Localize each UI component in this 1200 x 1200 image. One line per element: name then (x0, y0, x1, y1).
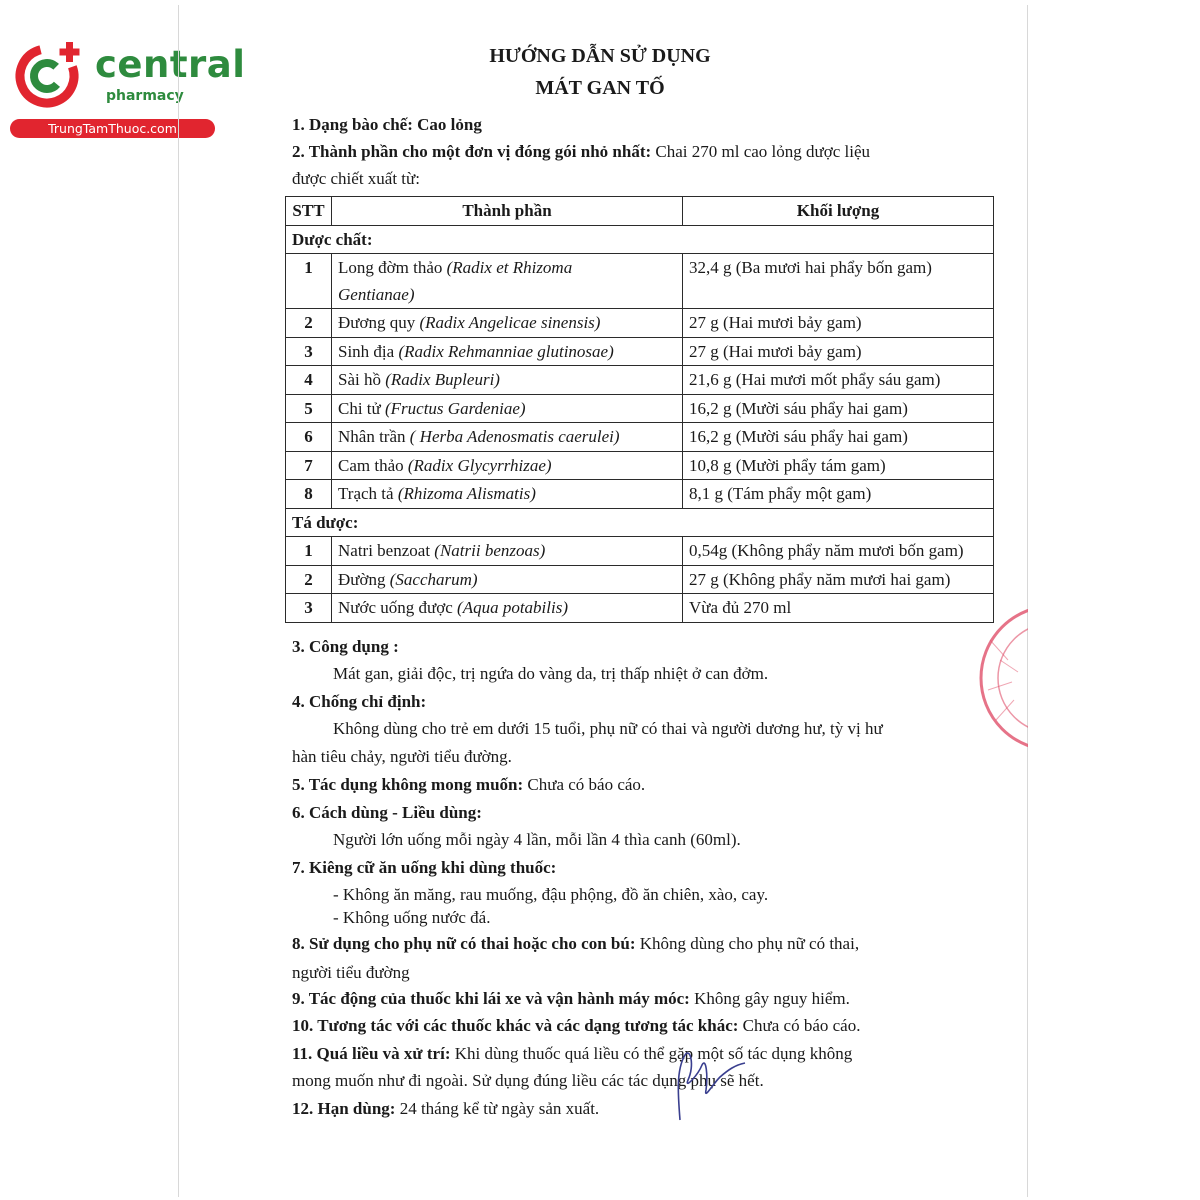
section-2-text-cont: được chiết xuất từ: (292, 169, 420, 188)
ingredient-name: Đương quy (338, 313, 420, 332)
ingredient-latin: (Radix Angelicae sinensis) (419, 313, 601, 332)
amount-cell: 10,8 g (Mười phẩy tám gam) (683, 451, 994, 480)
section-2-text: Chai 270 ml cao lỏng dược liệu (651, 142, 871, 161)
section-9-label: 9. Tác động của thuốc khi lái xe và vận hành máy móc: (292, 989, 690, 1008)
row-number: 6 (286, 423, 332, 452)
section-7-item-1: - Không ăn măng, rau muống, đậu phộng, đồ ăn chiên, xào, cay. (333, 885, 769, 904)
section-10-label: 10. Tương tác với các thuốc khác và các dạng tương tác khác: (292, 1016, 739, 1035)
table-row (286, 451, 994, 480)
table-row (286, 565, 994, 594)
row-number: 2 (286, 309, 332, 338)
ingredient-name: Nhân trần (338, 427, 410, 446)
section-12-text: 24 tháng kể từ ngày sản xuất. (395, 1099, 600, 1118)
table-row (286, 537, 994, 566)
amount-cell: 27 g (Hai mươi bảy gam) (683, 309, 994, 338)
section-10-interactions (292, 1016, 860, 1036)
section-11-overdose (292, 1044, 852, 1064)
ingredient-latin: (Radix Bupleuri) (385, 370, 500, 389)
ingredient-name: Sài hồ (338, 370, 386, 389)
logo-sub-text: pharmacy (106, 88, 184, 104)
ingredient-name: Chi tử (338, 398, 385, 418)
ingredient-cell (332, 480, 683, 509)
ingredient-latin: (Aqua potabilis) (457, 598, 568, 617)
ingredient-cell (332, 366, 683, 395)
section-6-label: 6. Cách dùng - Liều dùng: (292, 803, 482, 822)
row-number: 5 (286, 394, 332, 423)
ingredient-latin: (Rhizoma Alismatis) (397, 484, 536, 503)
section-6-text: Người lớn uống mỗi ngày 4 lần, mỗi lần 4 thìa canh (60ml). (333, 830, 741, 849)
section-11-text: Khi dùng thuốc quá liều có thể gặp một số tác dụng không (450, 1044, 853, 1063)
ingredient-name: Cam thảo (338, 455, 408, 475)
row-number: 1 (286, 537, 332, 566)
amount-cell: 27 g (Hai mươi bảy gam) (683, 337, 994, 366)
amount-cell: 32,4 g (Ba mươi hai phẩy bốn gam) (683, 254, 994, 309)
ingredient-latin-cont: Gentianae) (338, 285, 415, 304)
ingredient-cell (332, 423, 683, 452)
logo-brand-text: central (95, 43, 246, 86)
row-number: 8 (286, 480, 332, 509)
table-row (286, 394, 994, 423)
section-7-item-2: - Không uống nước đá. (333, 908, 491, 927)
section-5-side-effects (292, 775, 645, 795)
ingredient-latin: (Radix Glycyrrhizae) (407, 455, 552, 475)
ingredient-cell (332, 451, 683, 480)
header-stt: STT (286, 197, 332, 226)
ingredients-table (285, 196, 994, 623)
section-11-text-cont: mong muốn như đi ngoài. Sử dụng đúng liều các tác dụng phụ sẽ hết. (292, 1071, 764, 1090)
ingredient-cell (332, 394, 683, 423)
ingredient-cell (332, 309, 683, 338)
row-number: 1 (286, 254, 332, 309)
table-row (286, 337, 994, 366)
ingredient-name: Sinh địa (338, 341, 399, 361)
ingredient-latin: (Radix Rehmanniae glutinosae) (398, 341, 614, 361)
row-number: 3 (286, 337, 332, 366)
section-10-text: Chưa có báo cáo. (738, 1016, 861, 1035)
section-4-text: Không dùng cho trẻ em dưới 15 tuổi, phụ nữ có thai và người dương hư, tỳ vị hư (333, 719, 883, 738)
section-8-label: 8. Sử dụng cho phụ nữ có thai hoặc cho con bú: (292, 934, 636, 953)
logo-site-url[interactable]: TrungTamThuoc.com (10, 119, 215, 138)
row-number: 7 (286, 451, 332, 480)
section-7-label: 7. Kiêng cữ ăn uống khi dùng thuốc: (292, 858, 557, 877)
row-number: 2 (286, 565, 332, 594)
section-11-label: 11. Quá liều và xử trí: (292, 1044, 451, 1063)
section-3-label: 3. Công dụng : (292, 637, 399, 656)
ingredient-name: Trạch tả (338, 484, 398, 503)
section-2-label: 2. Thành phần cho một đơn vị đóng gói nhỏ nhất: (292, 142, 652, 161)
section-3-text: Mát gan, giải độc, trị ngứa do vàng da, trị thấp nhiệt ở can đởm. (333, 664, 769, 683)
ingredient-latin: (Saccharum) (389, 569, 478, 589)
section-active-label: Dược chất: (286, 225, 994, 254)
section-12-shelf-life (292, 1099, 599, 1119)
section-8-pregnancy (292, 934, 859, 954)
header-ingredient: Thành phần (332, 197, 683, 226)
section-1-dosage-form: 1. Dạng bào chế: Cao lỏng (292, 115, 482, 134)
ingredient-name: Natri benzoat (338, 541, 435, 560)
ingredient-cell (332, 254, 683, 309)
section-excipients-label: Tá dược: (286, 508, 994, 537)
ingredient-cell (332, 337, 683, 366)
row-number: 3 (286, 594, 332, 623)
amount-cell: 21,6 g (Hai mươi mốt phẩy sáu gam) (683, 366, 994, 395)
ingredient-latin: ( Herba Adenosmatis caerulei) (409, 427, 620, 446)
table-row (286, 309, 994, 338)
section-9-driving (292, 989, 850, 1009)
amount-cell: Vừa đủ 270 ml (683, 594, 994, 623)
section-4-text-cont: hàn tiêu chảy, người tiểu đường. (292, 747, 512, 766)
section-8-text-cont: người tiểu đường (292, 963, 410, 982)
ingredient-latin: (Fructus Gardeniae) (385, 398, 526, 418)
doc-product-name: MÁT GAN TỐ (535, 77, 665, 99)
ingredient-latin: (Radix et Rhizoma (446, 258, 573, 277)
table-row (286, 594, 994, 623)
section-5-text: Chưa có báo cáo. (523, 775, 646, 794)
section-row-active (286, 225, 994, 254)
table-row (286, 423, 994, 452)
ingredient-name: Đường (338, 569, 390, 589)
table-row (286, 254, 994, 309)
table-row (286, 480, 994, 509)
amount-cell: 0,54g (Không phẩy năm mươi bốn gam) (683, 537, 994, 566)
ingredient-cell (332, 537, 683, 566)
ingredient-latin: (Natrii benzoas) (434, 541, 546, 560)
doc-title: HƯỚNG DẪN SỬ DỤNG (489, 45, 711, 67)
section-4-label: 4. Chống chỉ định: (292, 692, 427, 711)
ingredient-name: Long đờm thảo (338, 258, 447, 277)
amount-cell: 16,2 g (Mười sáu phẩy hai gam) (683, 423, 994, 452)
signature-icon (640, 1035, 760, 1125)
section-5-label: 5. Tác dụng không mong muốn: (292, 775, 524, 794)
section-9-text: Không gây nguy hiểm. (689, 989, 850, 1008)
table-header-row (286, 197, 994, 226)
amount-cell: 16,2 g (Mười sáu phẩy hai gam) (683, 394, 994, 423)
section-12-label: 12. Hạn dùng: (292, 1099, 396, 1118)
red-stamp-icon (978, 600, 1028, 760)
row-number: 4 (286, 366, 332, 395)
section-row-excipients (286, 508, 994, 537)
ingredient-cell (332, 594, 683, 623)
header-amount: Khối lượng (683, 197, 994, 226)
ingredient-name: Nước uống được (338, 598, 458, 617)
amount-cell: 8,1 g (Tám phẩy một gam) (683, 480, 994, 509)
table-row (286, 366, 994, 395)
amount-cell: 27 g (Không phẩy năm mươi hai gam) (683, 565, 994, 594)
section-2-composition (292, 142, 870, 162)
section-8-text: Không dùng cho phụ nữ có thai, (635, 934, 860, 953)
ingredient-cell (332, 565, 683, 594)
